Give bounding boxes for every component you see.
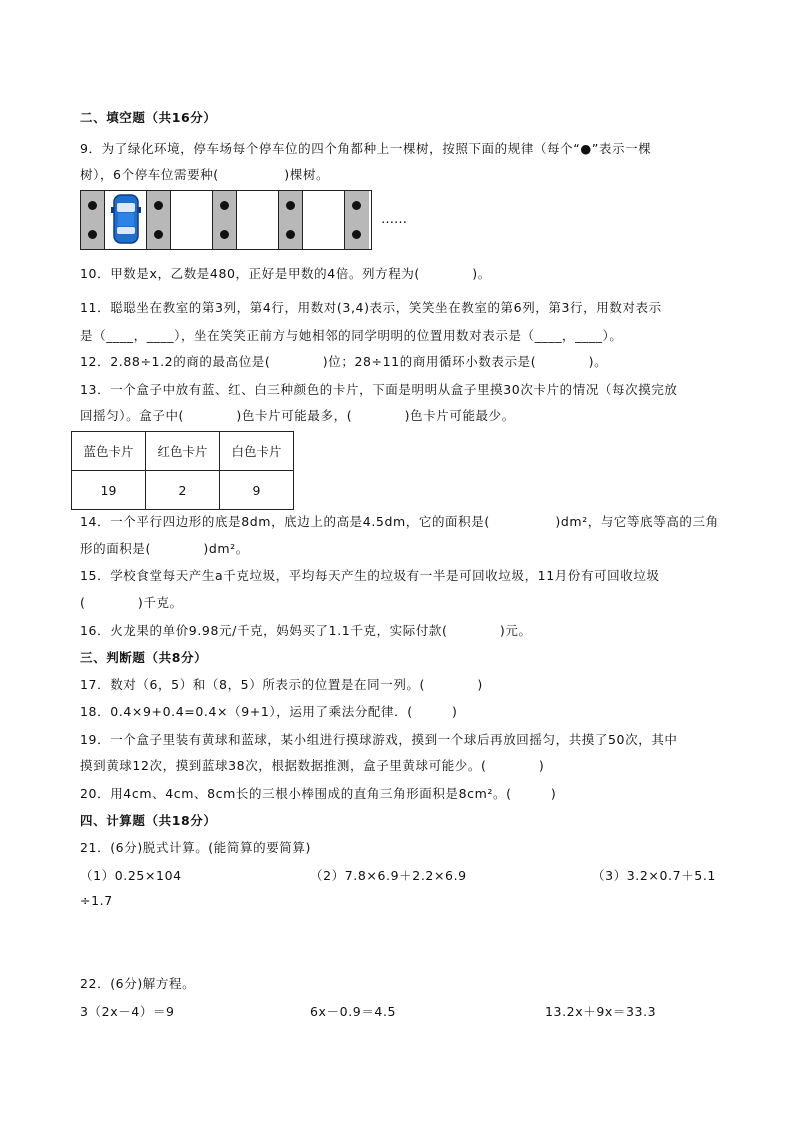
q21-part1: （1）0.25×104 (80, 868, 182, 883)
q16: 16．火龙果的单价9.98元/千克，妈妈买了1.1千克，实际付款( )元。 (80, 623, 532, 638)
q10: 10．甲数是x，乙数是480，正好是甲数的4倍。列方程为( )。 (80, 266, 491, 281)
table-header-cell: 白色卡片 (220, 432, 294, 471)
q22-eq1: 3（2x－4）＝9 (80, 1004, 175, 1019)
table-cell: 2 (146, 471, 220, 510)
q14-line2: 形的面积是( )dm²。 (80, 541, 249, 556)
parking-diagram (80, 190, 372, 250)
q13-line2: 回摇匀）。盒子中( )色卡片可能最多，( )色卡片可能最少。 (80, 408, 515, 423)
section-2-heading: 二、填空题（共16分） (80, 110, 217, 125)
q17: 17．数对（6，5）和（8，5）所表示的位置是在同一列。( ) (80, 677, 483, 692)
q21-part3-cont: ÷1.7 (80, 893, 113, 908)
tree-dot-icon (154, 201, 163, 210)
q14-line1: 14．一个平行四边形的底是8dm，底边上的高是4.5dm，它的面积是( )dm²，与它等底等高的三角 (80, 514, 719, 529)
tree-dot-icon (352, 230, 361, 239)
q22-eq2: 6x－0.9＝4.5 (310, 1004, 397, 1019)
tree-divider (147, 191, 171, 249)
table-cell: 19 (72, 471, 146, 510)
table-header-cell: 红色卡片 (146, 432, 220, 471)
q12: 12．2.88÷1.2的商的最高位是( )位；28÷11的商用循环小数表示是( )。 (80, 354, 608, 369)
parking-space (303, 191, 345, 249)
ellipsis: …… (381, 212, 407, 227)
tree-divider (81, 191, 105, 249)
q13-line1: 13．一个盒子中放有蓝、红、白三种颜色的卡片，下面是明明从盒子里摸30次卡片的情况（每次摸完放 (80, 382, 678, 397)
parking-space (237, 191, 279, 249)
q11-line1: 11．聪聪坐在教室的第3列，第4行，用数对(3,4)表示，笑笑坐在教室的第6列，第3行，用数对表示 (80, 300, 662, 315)
car-icon (105, 191, 147, 247)
tree-dot-icon (220, 201, 229, 210)
q21-part2: （2）7.8×6.9＋2.2×6.9 (310, 868, 467, 883)
tree-dot-icon (88, 230, 97, 239)
section-3-heading: 三、判断题（共8分） (80, 650, 208, 665)
table-row (72, 471, 294, 510)
table-header-row (72, 432, 294, 471)
parking-space-with-car (105, 191, 147, 249)
tree-dot-icon (286, 230, 295, 239)
q22-title: 22．(6分)解方程。 (80, 976, 196, 991)
q19-line2: 摸到黄球12次，摸到蓝球38次，根据数据推测，盒子里黄球可能少。( ) (80, 758, 545, 773)
q15-line1: 15．学校食堂每天产生a千克垃圾，平均每天产生的垃圾有一半是可回收垃圾，11月份有可回收垃圾 (80, 568, 660, 583)
tree-dot-icon (286, 201, 295, 210)
tree-divider (345, 191, 369, 249)
q21-title: 21．(6分)脱式计算。(能简算的要简算) (80, 840, 311, 855)
q11-line2: 是（____，____），坐在笑笑正前方与她相邻的同学明明的位置用数对表示是（____，____）。 (80, 328, 623, 343)
tree-divider (213, 191, 237, 249)
card-results-table (71, 431, 294, 510)
q21-part3: （3）3.2×0.7＋5.1 (592, 868, 716, 883)
tree-dot-icon (154, 230, 163, 239)
tree-dot-icon (352, 201, 361, 210)
table-cell: 9 (220, 471, 294, 510)
q15-line2: ( )千克。 (80, 595, 183, 610)
parking-space (171, 191, 213, 249)
q9-line1: 9．为了绿化环境，停车场每个停车位的四个角都种上一棵树，按照下面的规律（每个“●”表示一棵 (80, 141, 652, 156)
q22-eq3: 13.2x＋9x＝33.3 (545, 1004, 657, 1019)
tree-dot-icon (220, 230, 229, 239)
table-header-cell: 蓝色卡片 (72, 432, 146, 471)
q9-line2: 树），6个停车位需要种( )棵树。 (80, 167, 330, 182)
q19-line1: 19．一个盒子里装有黄球和蓝球，某小组进行摸球游戏，摸到一个球后再放回摇匀，共摸了50次，其中 (80, 732, 678, 747)
q18: 18．0.4×9+0.4=0.4×（9+1），运用了乘法分配律．( ) (80, 704, 458, 719)
section-4-heading: 四、计算题（共18分） (80, 813, 217, 828)
tree-divider (279, 191, 303, 249)
tree-dot-icon (88, 201, 97, 210)
q20: 20．用4cm、4cm、8cm长的三根小棒围成的直角三角形面积是8cm²。( ) (80, 786, 557, 801)
